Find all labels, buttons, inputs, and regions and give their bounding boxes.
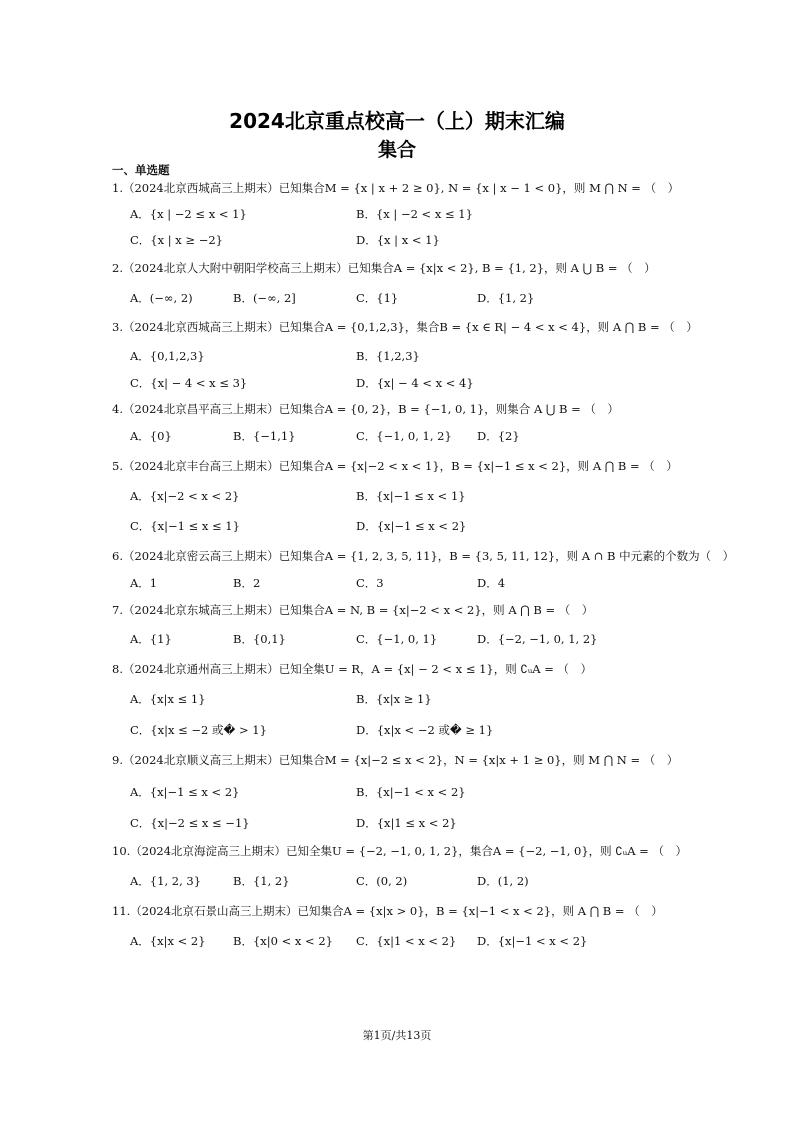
q5-option-d: D．{x|−1 ≤ x < 2} (356, 519, 467, 533)
q6-option-a: A．1 (130, 576, 158, 590)
q11-option-d: D．{x|−1 < x < 2} (477, 934, 588, 948)
q1-option-c: C．{x | x ≥ −2} (130, 233, 223, 247)
q7-option-d: D．{−2, −1, 0, 1, 2} (477, 632, 598, 646)
section-heading: 一、单选题 (112, 163, 170, 177)
q8-option-a: A．{x|x ≤ 1} (130, 692, 206, 706)
q3-option-a: A．{0,1,2,3} (130, 349, 205, 363)
q7-option-b: B．{0,1} (233, 632, 286, 646)
question-11: 11.（2024北京石景山高三上期末）已知集合A = {x|x > 0}，B = {x|−1 < x < 2}，则 A ⋂ B = （ ） (112, 904, 663, 918)
q10-option-d: D．(1, 2) (477, 874, 529, 888)
q10-option-a: A．{1, 2, 3} (130, 874, 202, 888)
q2-option-d: D．{1, 2} (477, 291, 535, 305)
question-6: 6.（2024北京密云高三上期末）已知集合A = {1, 2, 3, 5, 11}，B = {3, 5, 11, 12}，则 A ∩ B 中元素的个数为（ ） (112, 549, 735, 563)
question-10: 10.（2024北京海淀高三上期末）已知全集U = {−2, −1, 0, 1, 2}，集合A = {−2, −1, 0}，则 ∁ᵤA = （ ） (112, 844, 687, 858)
q1-option-b: B．{x | −2 < x ≤ 1} (356, 207, 473, 221)
q6-option-b: B．2 (233, 576, 261, 590)
q10-option-c: C．(0, 2) (356, 874, 408, 888)
q3-option-b: B．{1,2,3} (356, 349, 420, 363)
q11-option-a: A．{x|x < 2} (130, 934, 206, 948)
q3-option-c: C．{x| − 4 < x ≤ 3} (130, 376, 248, 390)
q4-option-b: B．{−1,1} (233, 429, 296, 443)
q8-option-c: C．{x|x ≤ −2 或� > 1} (130, 723, 267, 737)
q5-option-b: B．{x|−1 ≤ x < 1} (356, 489, 466, 503)
q11-option-c: C．{x|1 < x < 2} (356, 934, 457, 948)
q7-option-a: A．{1} (130, 632, 172, 646)
q5-option-c: C．{x|−1 ≤ x ≤ 1} (130, 519, 240, 533)
q2-option-a: A．(−∞, 2) (130, 291, 193, 305)
question-3: 3.（2024北京西城高三上期末）已知集合A = {0,1,2,3}，集合B = {x ∈ R| − 4 < x < 4}，则 A ⋂ B = （ ） (112, 320, 698, 334)
question-7: 7.（2024北京东城高三上期末）已知集合A = N, B = {x|−2 < x < 2}，则 A ⋂ B = （ ） (112, 603, 594, 617)
question-8: 8.（2024北京通州高三上期末）已知全集U = R，A = {x| − 2 < x ≤ 1}，则 ∁ᵤA = （ ） (112, 662, 593, 676)
q3-option-d: D．{x| − 4 < x < 4} (356, 376, 474, 390)
q4-option-d: D．{2} (477, 429, 520, 443)
q7-option-c: C．{−1, 0, 1} (356, 632, 438, 646)
q4-option-a: A．{0} (130, 429, 172, 443)
q1-option-d: D．{x | x < 1} (356, 233, 440, 247)
q2-option-b: B．(−∞, 2] (233, 291, 296, 305)
document-title: 2024北京重点校高一（上）期末汇编 (229, 109, 565, 133)
document-subtitle: 集合 (377, 139, 416, 161)
question-9: 9.（2024北京顺义高三上期末）已知集合M = {x|−2 ≤ x < 2}，N = {x|x + 1 ≥ 0}，则 M ⋂ N = （ ） (112, 753, 679, 767)
q4-option-c: C．{−1, 0, 1, 2} (356, 429, 452, 443)
question-4: 4.（2024北京昌平高三上期末）已知集合A = {0, 2}，B = {−1, 0, 1}，则集合 A ⋃ B = （ ） (112, 402, 619, 416)
q10-option-b: B．{1, 2} (233, 874, 290, 888)
question-1: 1.（2024北京西城高三上期末）已知集合M = {x | x + 2 ≥ 0}, N = {x | x − 1 < 0}，则 M ⋂ N = （ ） (112, 181, 680, 195)
q5-option-a: A．{x|−2 < x < 2} (130, 489, 240, 503)
q6-option-c: C．3 (356, 576, 384, 590)
q8-option-b: B．{x|x ≥ 1} (356, 692, 432, 706)
q2-option-c: C．{1} (356, 291, 399, 305)
q9-option-c: C．{x|−2 ≤ x ≤ −1} (130, 816, 250, 830)
q11-option-b: B．{x|0 < x < 2} (233, 934, 333, 948)
question-2: 2.（2024北京人大附中朝阳学校高三上期末）已知集合A = {x|x < 2}, B = {1, 2}，则 A ⋃ B = （ ） (112, 261, 656, 275)
q9-option-d: D．{x|1 ≤ x < 2} (356, 816, 457, 830)
question-5: 5.（2024北京丰台高三上期末）已知集合A = {x|−2 < x < 1}，B = {x|−1 ≤ x < 2}，则 A ⋂ B = （ ） (112, 459, 678, 473)
q6-option-d: D．4 (477, 576, 506, 590)
q1-option-a: A．{x | −2 ≤ x < 1} (130, 207, 247, 221)
q9-option-a: A．{x|−1 ≤ x < 2} (130, 785, 240, 799)
page-footer: 第1页/共13页 (362, 1029, 432, 1042)
q9-option-b: B．{x|−1 < x < 2} (356, 785, 466, 799)
q8-option-d: D．{x|x < −2 或� ≥ 1} (356, 723, 494, 737)
